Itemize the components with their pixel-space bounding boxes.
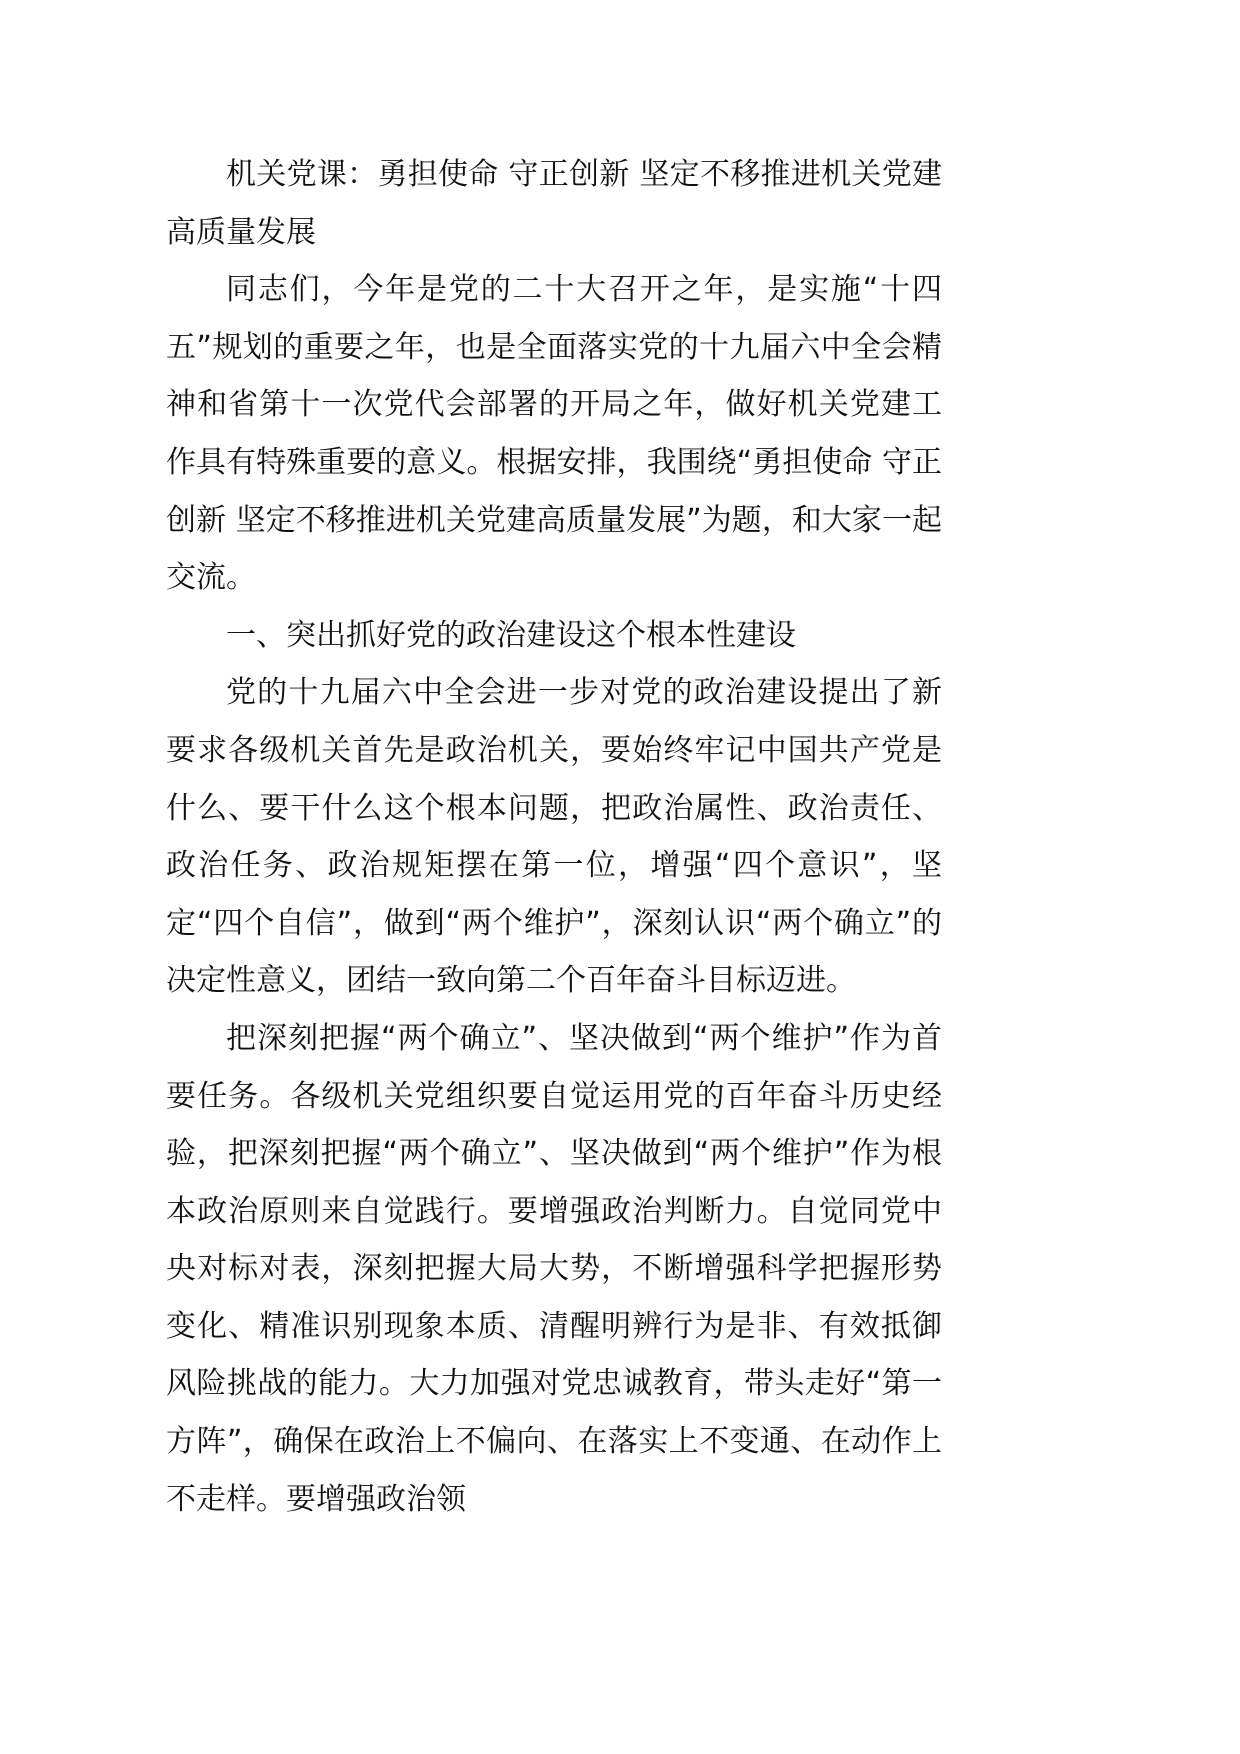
paragraph-section-1-detail: 把深刻把握“两个确立”、坚决做到“两个维护”作为首要任务。各级机关党组织要自觉运用党的百年奋斗历史经验，把深刻把握“两个确立”、坚决做到“两个维护”作为根本政治原则来自觉践行。要增强政治判断力。自觉同党中央对标对表，深刻把握大局大势，不断增强科学把握形势变化、精准识别现象本质、清醒明辨行为是非、有效抵御风险挑战的能力。大力加强对党忠诚教育，带头走好“第一方阵”，确保在政治上不偏向、在落实上不变通、在动作上不走样。要增强政治领: [166, 1020, 942, 1517]
paragraph-section-1-body: 党的十九届六中全会进一步对党的政治建设提出了新要求各级机关首先是政治机关，要始终牢记中国共产党是什么、要干什么这个根本问题，把政治属性、政治责任、政治任务、政治规矩摆在第一位，增强“四个意识”，坚定“四个自信”，做到“两个维护”，深刻认识“两个确立”的决定性意义，团结一致向第二个百年奋斗目标迈进。: [166, 675, 942, 999]
document-body: [166, 146, 942, 1528]
paragraph-intro: 同志们，今年是党的二十大召开之年，是实施“十四五”规划的重要之年，也是全面落实党的十九届六中全会精神和省第十一次党代会部署的开局之年，做好机关党建工作具有特殊重要的意义。根据安排，我围绕“勇担使命 守正创新 坚定不移推进机关党建高质量发展”为题，和大家一起交流。: [166, 272, 942, 596]
document-title: 机关党课：勇担使命 守正创新 坚定不移推进机关党建高质量发展: [166, 157, 942, 250]
section-heading-1: 一、突出抓好党的政治建设这个根本性建设: [226, 617, 796, 653]
